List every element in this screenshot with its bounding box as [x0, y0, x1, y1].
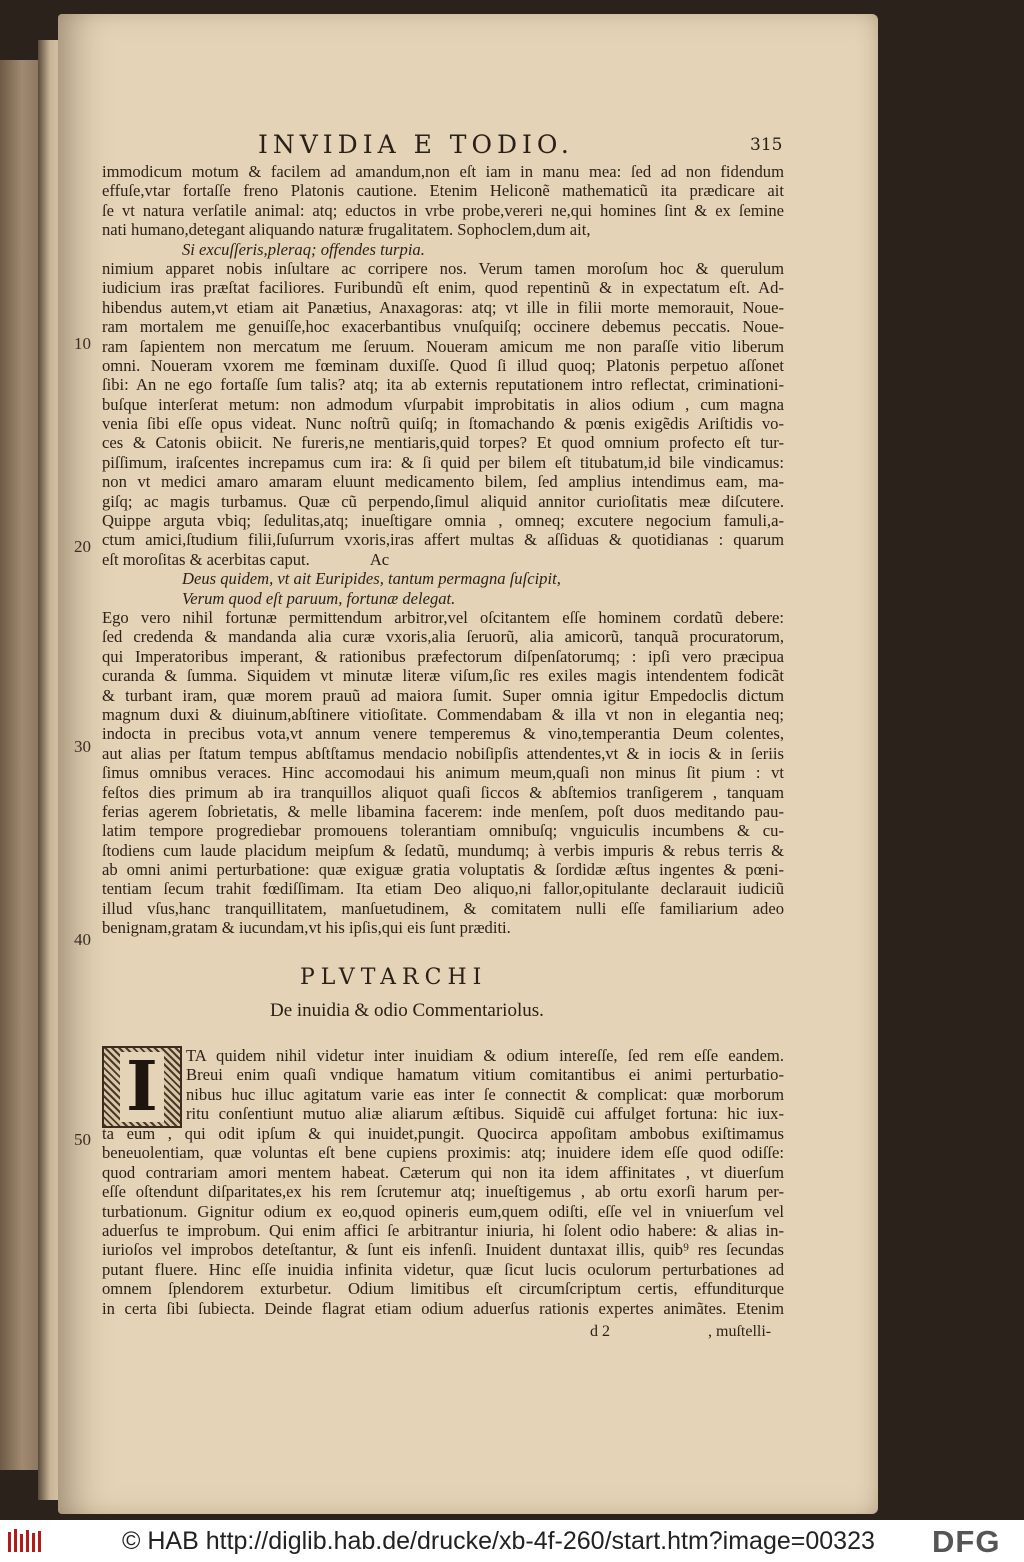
page-number: 315	[750, 135, 783, 155]
catchword-ac: Ac	[369, 549, 390, 569]
text-line: buſque interſerat metum: non admodum vſurpabit improbitatis in alios odium , cum magna	[102, 394, 784, 414]
text-line: latim tempore progrediebar promouens tolerantiam omnibuſq; vnguiculis incumbens & cu-	[102, 821, 784, 841]
text-line: putant fluere. Hinc eſſe inuidia infinita videtur, quæ ſicut lucis oculorum perturbationes ad	[102, 1259, 784, 1279]
text-line: omni. Noueram vxorem me fœminam duxiſſe. Quod ſi illud quoq; Platonis perpetuo aſſonet	[102, 355, 784, 375]
text-line: curanda & ſumma. Siquidem vt minutæ literæ viſum,ſic res exiles magis intendentem fodicãt	[102, 666, 784, 686]
text-line: aduerſus te improbum. Qui enim affici ſe arbitrantur iniuria, hi ſolent odio habere: & alias in-	[102, 1220, 784, 1240]
text-line: nimium apparet nobis inſultare ac corripere nos. Verum tamen moroſum hoc & querulum	[102, 258, 784, 278]
text-line: ritu conſentiunt mutuo aliæ aliarum æſtibus. Siquidẽ cui affulget fortuna: hic iux-	[186, 1104, 784, 1124]
verse-line: Verum quod eſt paruum, fortunæ delegat.	[182, 588, 456, 608]
text-line: ſtodiens cum laude placidum meipſum & ſedatũ, mundumq; à verbis impuris & rebus terris &	[102, 840, 784, 860]
text-line: in certa ſibi ſubiecta. Deinde flagrat etiam odium aduerſus rationis expertes animãtes. Etenim	[102, 1298, 784, 1318]
text-line: Quippe arguta vbiq; ſedulitas,atq; inueſtigare omnia , omneq; excutere negocium famuli,a-	[102, 511, 784, 531]
left-page-edge	[0, 60, 40, 1470]
text-line: turbationum. Gignitur odium ex eo,quod opineris eum,quem odiſti, eſſe vel in vniuerſum vel	[102, 1201, 784, 1221]
section-heading: PLVTARCHI	[300, 965, 488, 990]
text-line	[102, 550, 784, 569]
text-line: giſq; ac magis turbamus. Quæ cũ perpendo,ſimul aliquid annitor curioſitatis meæ diſcutere.	[102, 491, 784, 511]
verse-line: Si excuſſeris,pleraq; offendes turpia.	[182, 239, 425, 259]
text-line: tentiam ſecum trahit fœdiſſimam. Ita etiam Deo aliquo,ni fallor,opitulante declarauit iudiciũ	[102, 879, 784, 899]
signature-mark: d 2	[590, 1323, 610, 1340]
text-line: ram ſapientem non mercatum me ſeruum. Noueram amicum me non paraſſe vitio liberum	[102, 336, 784, 356]
source-credit-link[interactable]: © HAB http://diglib.hab.de/drucke/xb-4f-260/start.htm?image=00323	[122, 1527, 875, 1555]
text-line: magnum duxi & diuinum,abſtinere vitioſitate. Commendabam & illa vt non in elegantia neq;	[102, 704, 784, 724]
text-line: nibus huc illuc agitatum varie eas inter ſe connectit & complicat: quæ morborum	[186, 1084, 784, 1104]
text-line: ta eum , qui odit ipſum & qui inuidet,pungit. Quocirca appoſitam ambobus exiſtimamus	[102, 1124, 784, 1143]
text-line: ces & Catonis obiicit. Ne fureris,ne mentiaris,quid torpes? Et quod omnium profecto eſt tur-	[102, 433, 784, 453]
text-line: ram mortalem me genuiſſe,hoc exacerbantibus vnuſquiſq; occinere debemus peccatis. Noue-	[102, 317, 784, 337]
dfg-logo[interactable]: DFG	[932, 1524, 1001, 1559]
text-line: ferias agerem ſobrietatis, & melle libamina facerem: inde menſem, poſt duos meditando pau-	[102, 801, 784, 821]
text-line: piſſimum, iraſcentes increpamus cum ira: & ſi quid per bilem eſt titubatum,id bile vindicamus:	[102, 452, 784, 472]
text-line: beneuolentiam, quæ voluntas eſt bene cupiens proximis: atq; inuidere idem eſſe quod odiſſe:	[102, 1143, 784, 1163]
text-line: ſe vt natura verſatile animal: atq; eductos in vrbe probe,vereri ne,qui homines ſint & ex ſemine	[102, 200, 784, 220]
text-line: immodicum motum & facilem ad amandum,non eſt iam in manu mea: ſed ad non fidendum	[102, 162, 784, 181]
line-number: 20	[74, 537, 91, 556]
text-block-initial	[186, 1046, 784, 1124]
text-line: omnem ſplendorem exturbetur. Odium limitibus eſt circumſcriptum certis, effunditurque	[102, 1279, 784, 1299]
text-line: Breui enim quaſi vndique hamatum vitium comitantibus ei animi perturbatio-	[186, 1065, 784, 1085]
hab-logo-icon[interactable]	[6, 1526, 46, 1556]
text-line: benignam,gratam & iucundam,vt his ipſis,qui eis ſunt præditi.	[102, 918, 511, 938]
section-subtitle: De inuidia & odio Commentariolus.	[270, 1000, 544, 1021]
running-head: INVIDIA E TODIO.	[258, 130, 574, 159]
line-number: 10	[74, 334, 91, 353]
verse-line: Deus quidem, vt ait Euripides, tantum permagna ſuſcipit,	[182, 569, 561, 589]
text-line: TA quidem nihil videtur inter inuidiam & odium intereſſe, ſed rem eſſe eandem.	[186, 1046, 784, 1065]
text-line: eſſe oſtendunt diſparitates,ex his rem ſcrutemur atq; inueſtigemus , ab ortu exorſi harum per-	[102, 1182, 784, 1202]
text-block-bottom	[102, 1124, 784, 1318]
text-line: ſed credenda & mandanda alia curæ vxoris,alia ſeruorũ, alia amicorũ, tanquã procuratorum,	[102, 627, 784, 647]
initial-letter: I	[120, 1052, 164, 1122]
text-line: Ego vero nihil fortunæ permittendum arbitror,vel oſcitantem eſſe hominem cordatũ debere:	[102, 607, 784, 627]
text-line: ctum amici,ſtudium filii,ſuſurrum vxoris,iras affert multas & aſſiduas & quotidianas : quarum	[102, 530, 784, 550]
text-line: venia ſibi eſſe opus videat. Nunc noſtrũ quiſq; in ſtomachando & pœnis exigẽdis Ariſtidis vo-	[102, 414, 784, 434]
text-line: quod contrariam amori mentem habeat. Cæterum qui non ita idem affinitates , vt diuerſum	[102, 1162, 784, 1182]
line-number: 50	[74, 1130, 91, 1149]
text-line: aut alias per ſtatum tempus abſtſtamus mendacio nobiſipſis attendentes,vt & in iocis & in ſeriis	[102, 743, 784, 763]
text-line: ſibi: An ne ego fortaſſe ſum talis? atq; ita ab externis reputationem intro reflectat, criminationi-	[102, 375, 784, 395]
line-number: 40	[74, 930, 91, 949]
text-line: nati humano,detegant aliquando naturæ frugalitatem. Sophoclem,dum ait,	[102, 220, 591, 240]
text-line: qui Imperatoribus imperant, & rationibus præfectorum diſpenſatorumq; : ipſi vero præcipua	[102, 646, 784, 666]
text-line: effuſe,vtar fortaſſe freno Platonis cautione. Etenim Heliconẽ mathematicũ ita prædicare ait	[102, 181, 784, 201]
line-number: 30	[74, 737, 91, 756]
text-line: non vt medici amaro amaram eluunt medicamento bilem, ſed amplius intendimus eam, ma-	[102, 472, 784, 492]
text-line: ſimus omnibus veraces. Hinc accomodaui his animum meum,quaſi non minus ſit pium : vt	[102, 763, 784, 783]
text-line: illud vſus,hanc tranquillitatem, manſuetudinem, & comitatem nulli eſſe familiarium adeo	[102, 898, 784, 918]
text-line: feſtos dies primum ab ira tranquillos aliquot quaſi ſiccos & abſtemios tranſigerem , tanquam	[102, 782, 784, 802]
viewer-footer	[0, 1520, 1024, 1562]
text-line: indocta in precibus vota,vt annum venere temperemus & vino,temperantia Deum colentes,	[102, 724, 784, 744]
catchword: , muſtelli-	[708, 1323, 772, 1340]
text-line: ab omni animi perturbatione: quæ exiguæ gratia voluptatis & ſordidæ æſtus ingentes & pœni-	[102, 860, 784, 880]
text-block-top	[102, 162, 784, 938]
text-line: iurioſos vel improbos deteſtantur, & ſunt eis infenſi. Inuident duntaxat illis, quib⁹ res ſecundas	[102, 1240, 784, 1260]
decorated-initial	[102, 1046, 182, 1128]
text-line-content: eſt moroſitas & acerbitas caput.	[102, 549, 310, 569]
text-line: iudicium iras præſtat faciliores. Furibundũ eſt enim, quod repentinũ & in expectatum eſt. Ad-	[102, 278, 784, 298]
text-line: & turbant iram, quæ morem prauũ ad maiora ſumit. Super omnia igitur Empedoclis dictum	[102, 685, 784, 705]
text-line: hibendus autem,vt etiam ait Panætius, Anaxagoras: atq; vt ille in filii morte memorauit, Noue-	[102, 297, 784, 317]
